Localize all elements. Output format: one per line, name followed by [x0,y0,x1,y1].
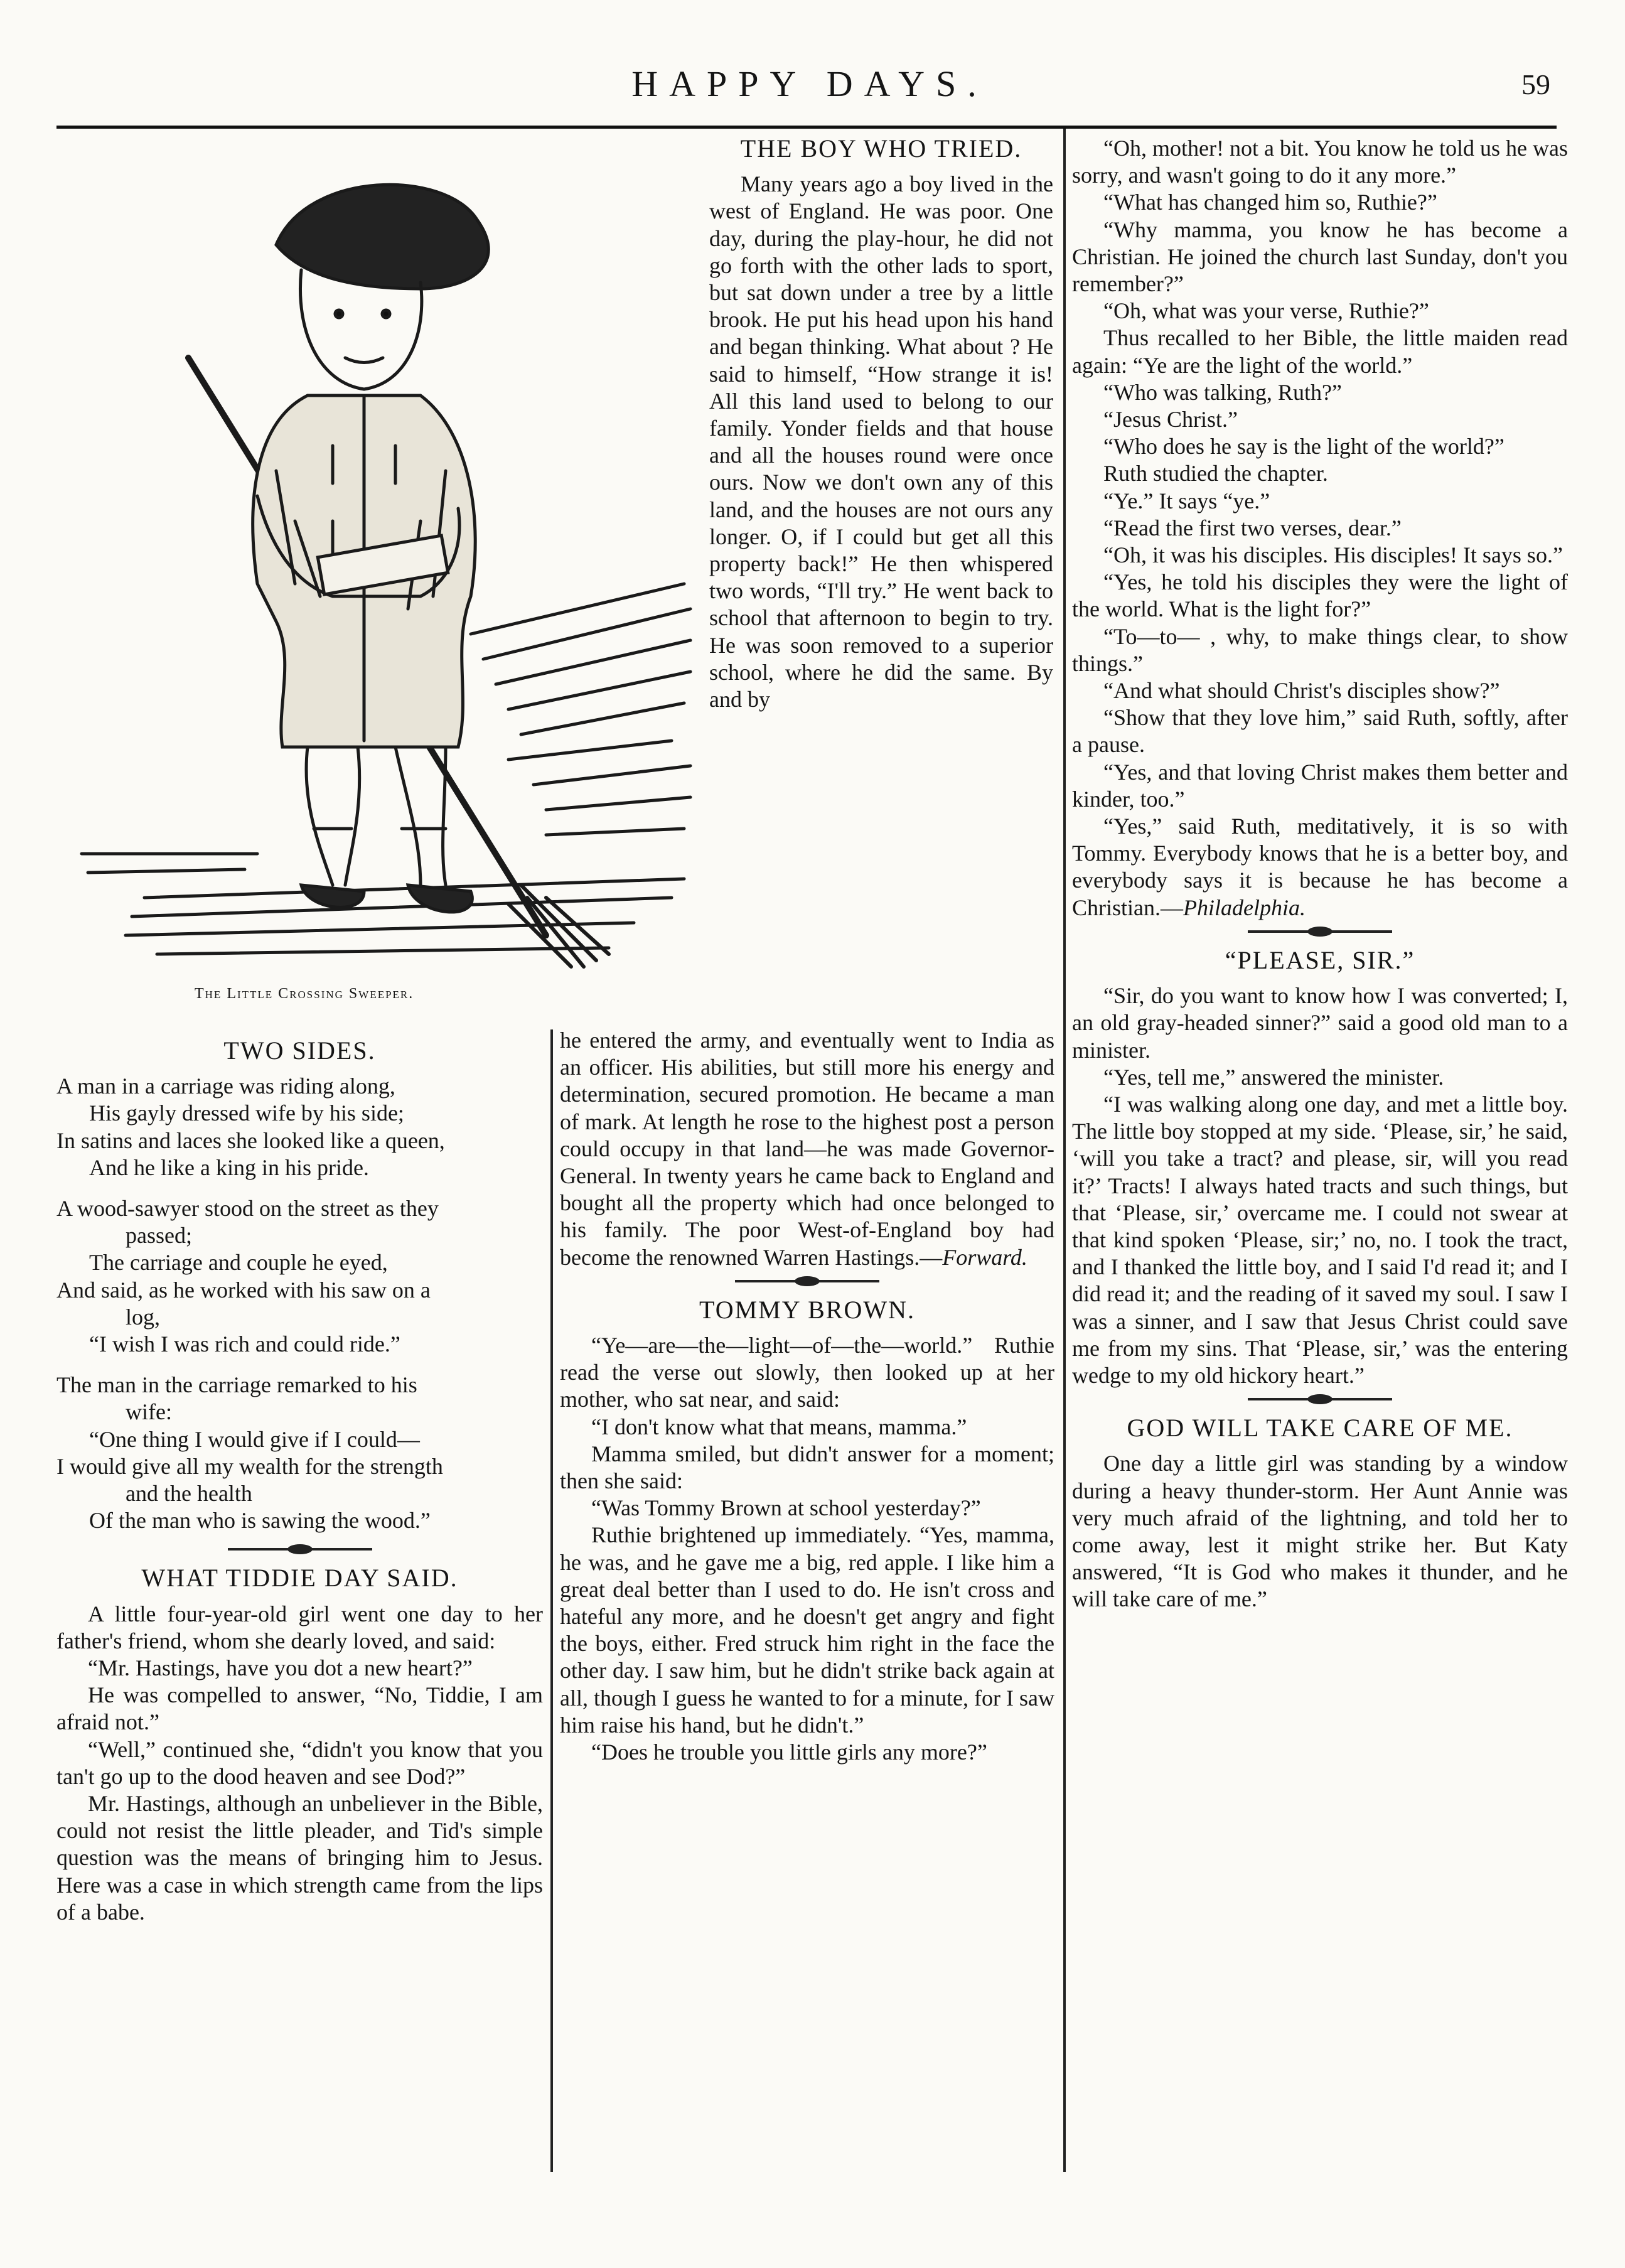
paragraph: “Who does he say is the light of the world?” [1103,434,1504,460]
poem-line: Of the man who is sawing the wood.” [89,1508,431,1534]
paragraph: “Was Tommy Brown at school yesterday?” [591,1495,981,1521]
section-separator [1248,930,1392,933]
paragraph: “Oh, it was his disciples. His disciples! It says so.” [1103,542,1563,568]
paragraph: “And what should Christ's disciples show?” [1103,678,1500,704]
illustration-caption: The Little Crossing Sweeper. [195,986,414,1002]
poem-line: His gayly dressed wife by his side; [89,1100,404,1126]
paragraph [560,1027,1054,1271]
crossing-sweeper-illustration [69,144,697,973]
paragraph: “Well,” continued she, “didn't you know that you tan't go up to the dood heaven and see Dod?” [56,1736,543,1789]
paragraph: “Jesus Christ.” [1103,407,1238,433]
column-left [56,1023,543,1926]
masthead-title: HAPPY DAYS. [631,63,988,104]
paragraph: “To—to— , why, to make things clear, to show things.” [1072,623,1568,676]
paragraph: “Mr. Hastings, have you dot a new heart?” [88,1655,473,1681]
source-forward: Forward. [942,1244,1027,1270]
paragraph: Mr. Hastings, although an unbeliever in the Bible, could not resist the little pleader, and Tid's simple question was the means of bringing him to Jesus. Here was a case in which strength came from the lips of a babe. [56,1791,543,1925]
column-middle [560,1027,1054,1766]
paragraph: “Ye.” It says “ye.” [1103,488,1270,513]
paragraph: “Yes, and that loving Christ makes them better and kinder, too.” [1072,759,1568,812]
paragraph: “I was walking along one day, and met a little boy. The little boy stopped at my side. ‘Please, sir,’ he said, ‘will you take a tract? and please, sir, will you read it?’ Tracts! I always hated tracts and such things, but that ‘Please, sir,’ overcame me. I could not swear at that kind spoken ‘Please, sir;’ no, no. I took the tract, and I thanked the little boy, and I said I'd read it; and I did read it; and the reading of it saved my soul. I saw I was a sinner, and I saw that Jesus Christ could save me from my sins. That ‘Please, sir,’ was the entering wedge to my old hickory heart.” [1072,1091,1568,1388]
poem-line: And he like a king in his pride. [89,1154,369,1180]
paragraph: “Does he trouble you little girls any more?” [591,1739,987,1765]
poem-line: A man in a carriage was riding along, [56,1073,395,1099]
stanza-1 [56,1073,543,1181]
column-rule-left [550,1029,553,2172]
paragraph: One day a little girl was standing by a window during a heavy thunder-storm. Her Aunt Annie was very much afraid of the lightning, and told her to come away, lest it might strike her. But Katy answered, “It is God who makes it thunder, and he will take care of me.” [1072,1451,1568,1612]
paragraph: “Yes, tell me,” answered the minister. [1103,1064,1444,1090]
paragraph: “Sir, do you want to know how I was converted; I, an old gray-headed sinner?” said a good old man to a minister. [1072,983,1568,1063]
column-rule-right [1063,129,1066,2172]
paragraph: “What has changed him so, Ruthie?” [1103,190,1437,215]
paragraph-text: “Yes,” said Ruth, meditatively, it is so with Tommy. Everybody knows that he is a better boy, and everybody says it is because he has become a Christian.— [1072,814,1568,920]
poem-line: “I wish I was rich and could ride.” [89,1331,400,1357]
paragraph: “Yes, he told his disciples they were the light of the world. What is the light for?” [1072,569,1568,622]
section-separator [735,1280,879,1282]
poem-line: wife: [126,1399,172,1425]
poem-line: The man in the carriage remarked to his [56,1372,417,1398]
poem-line: The carriage and couple he eyed, [89,1250,388,1276]
paragraph [1072,813,1568,922]
source-philadelphia: Philadelphia. [1183,895,1306,920]
paragraph: A little four-year-old girl went one day to her father's friend, whom she dearly loved, and said: [56,1601,543,1653]
paragraph: “Oh, what was your verse, Ruthie?” [1103,298,1429,324]
paragraph: “Who was talking, Ruth?” [1103,379,1342,405]
paragraph: Mamma smiled, but didn't answer for a moment; then she said: [560,1441,1054,1494]
heading-tiddie-day: WHAT TIDDIE DAY SAID. [141,1564,458,1593]
page-number: 59 [1521,68,1550,100]
poem-line: “One thing I would give if I could— [89,1426,420,1452]
paragraph: “Read the first two verses, dear.” [1103,515,1402,540]
header-rule [56,126,1557,129]
poem-line: log, [126,1304,161,1330]
paragraph-text: he entered the army, and eventually went to India as an officer. His abilities, but still more his energy and determination, secured promotion. He became a man of mark. At length he rose to the highest post a person could occupy in that land—he was made Governor-General. In twenty years he came back to England and bought all the property which had once belonged to his family. The poor West-of-England boy had become the renowned Warren Hastings.— [560,1028,1054,1270]
paragraph: “Show that they love him,” said Ruth, softly, after a pause. [1072,705,1568,758]
poem-line: In satins and laces she looked like a queen, [56,1127,445,1153]
paragraph: Ruth studied the chapter. [1103,461,1328,486]
paragraph: “Oh, mother! not a bit. You know he told us he was sorry, and wasn't going to do it any more.” [1072,136,1568,188]
heading-boy-who-tried: THE BOY WHO TRIED. [740,134,1022,163]
paragraph: Thus recalled to her Bible, the little maiden read again: “Ye are the light of the world.” [1072,325,1568,378]
section-separator [1248,1398,1392,1400]
heading-tommy-brown: TOMMY BROWN. [699,1295,916,1324]
heading-two-sides: TWO SIDES. [223,1036,376,1065]
paragraph: “Ye—are—the—light—of—the—world.” Ruthie read the verse out slowly, then looked up at her mother, who sat near, and said: [560,1333,1054,1412]
paragraph: Many years ago a boy lived in the west of England. He was poor. One day, during the play-hour, he did not go forth with the other lads to sport, but sat down under a tree by a little brook. He put his head upon his hand and began thinking. What about ? He said to himself, “How strange it is! All this land used to belong to our family. Yonder fields and that house and all the houses round were once ours. Now we don't own any of this land, and the houses are not ours any longer. O, if I could but get all this property back!” He then whispered two words, “I'll try.” He went back to school that afternoon to begin to try. He was soon removed to a superior school, where he did the same. By and by [709,171,1053,712]
paragraph: “Why mamma, you know he has become a Christian. He joined the church last Sunday, don't you remember?” [1072,217,1568,297]
page-header [56,38,1563,107]
poem-two-sides [56,1073,543,1534]
heading-please-sir: “PLEASE, SIR.” [1225,945,1415,974]
paragraph: “I don't know what that means, mamma.” [591,1414,967,1439]
stanza-2 [56,1195,543,1358]
paragraph: He was compelled to answer, “No, Tiddie, I am afraid not.” [56,1682,543,1735]
heading-god-will-take-care: GOD WILL TAKE CARE OF ME. [1127,1414,1513,1443]
stanza-3 [56,1372,543,1534]
column-middle-top [709,135,1053,713]
poem-line: I would give all my wealth for the strength [56,1453,443,1479]
paragraph: Ruthie brightened up immediately. “Yes, mamma, he was, and he gave me a big, red apple. I like him a great deal better than I used to do. He isn't cross and hateful any more, and he doesn't get angry and fight the boys, either. Fred struck him right in the face the other day. I saw him, but he didn't strike back again at all, though I guess he wanted to for a minute, for I saw him raise his hand, but he didn't.” [560,1522,1054,1738]
poem-line: and the health [126,1481,252,1507]
section-separator [228,1548,372,1551]
poem-line: passed; [126,1223,192,1249]
poem-line: A wood-sawyer stood on the street as they [56,1196,439,1222]
poem-line: And said, as he worked with his saw on a [56,1277,431,1303]
column-right [1072,135,1568,1613]
